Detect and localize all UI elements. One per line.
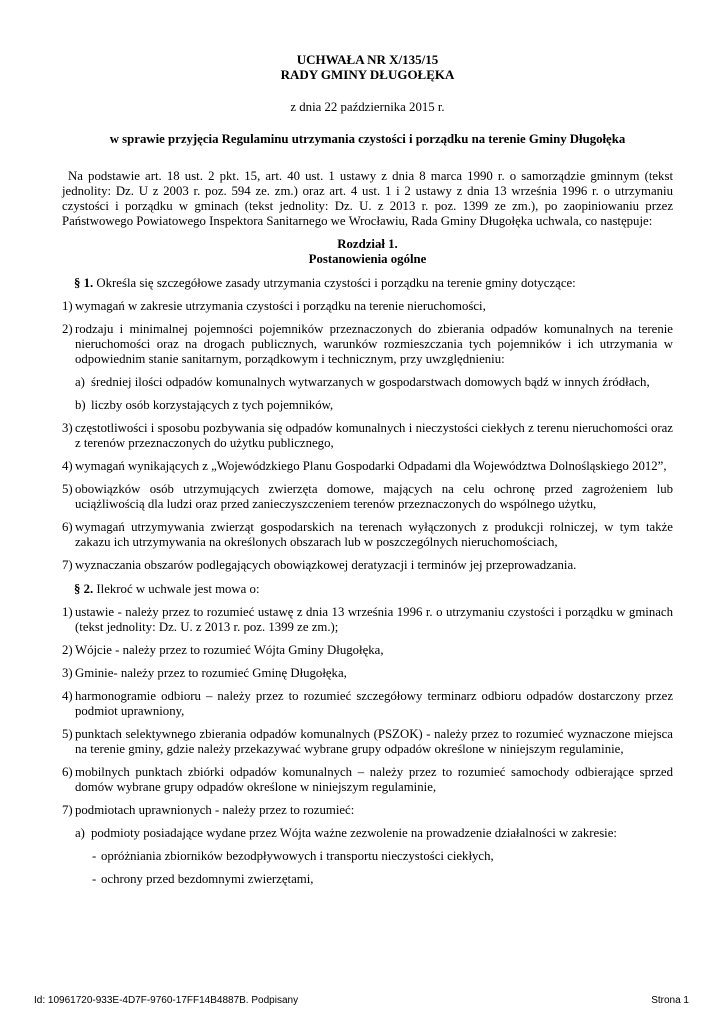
dash-text: ochrony przed bezdomnymi zwierzętami, (101, 872, 314, 886)
resolution-number: UCHWAŁA NR X/135/15 (296, 52, 439, 67)
subitem-text: podmioty posiadające wydane przez Wójta ważne zezwolenie na prowadzenie działalności w zakresie: (91, 826, 617, 840)
list-item (62, 520, 673, 550)
dash-item (62, 849, 673, 864)
item-number: 5) (62, 727, 73, 741)
resolution-subject: w sprawie przyjęcia Regulaminu utrzymania czystości i porządku na terenie Gminy Długołęka (109, 132, 626, 146)
paragraph-1-text: Określa się szczegółowe zasady utrzymania czystości i porządku na terenie gminy dotyczące: (93, 276, 576, 290)
item-number: 6) (62, 520, 73, 534)
chapter-title: Postanowienia ogólne (308, 252, 427, 266)
item-text: częstotliwości i sposobu pozbywania się odpadów komunalnych i nieczystości ciekłych z terenu nieruchomości oraz z terenów przeznaczonych do użytku publicznego, (75, 421, 673, 450)
dash-marker: - (92, 872, 97, 886)
document-content (62, 52, 673, 887)
item-text: wymagań w zakresie utrzymania czystości i porządku na terenie nieruchomości, (75, 299, 486, 313)
item-number: 6) (62, 765, 73, 779)
paragraph-2 (62, 582, 673, 597)
paragraph-2-label: § 2. (74, 582, 94, 596)
item-text: mobilnych punktach zbiórki odpadów komunalnych – należy przez to rozumieć samochody odbierające sprzed domów wybrane grupy odpadów określone w niniejszym regulaminie, (75, 765, 673, 794)
list-item (62, 421, 673, 451)
list-item (62, 558, 673, 573)
list-item (62, 643, 673, 658)
paragraph-2-text: Ilekroć w uchwale jest mowa o: (93, 582, 260, 596)
item-number: 4) (62, 689, 73, 703)
item-text: wyznaczania obszarów podlegających obowiązkowej deratyzacji i terminów jej przeprowadzania. (75, 558, 577, 572)
item-text: obowiązków osób utrzymujących zwierzęta domowe, mających na celu ochronę przed zagrożeniem lub uciążliwością dla ludzi oraz przed zanieczyszczeniem terenów przeznaczonych do wspólnego użytku, (75, 482, 673, 511)
item-number: 1) (62, 605, 73, 619)
list-item (62, 482, 673, 512)
page-number-footer: Strona 1 (651, 995, 689, 1006)
paragraph-1 (62, 276, 673, 291)
item-text: harmonogramie odbioru – należy przez to rozumieć szczegółowy terminarz odbioru odpadów dostarczony przez podmiot uprawniony, (75, 689, 673, 718)
item-number: 3) (62, 666, 73, 680)
item-text: Gminie- należy przez to rozumieć Gminę Długołęka, (75, 666, 347, 680)
dash-marker: - (92, 849, 97, 863)
subitem-letter: a) (75, 375, 85, 389)
item-text: ustawie - należy przez to rozumieć ustawę z dnia 13 września 1996 r. o utrzymaniu czystości i porządku w gminach (tekst jednolity: Dz. U. z 2013 r. poz. 1399 ze zm.); (75, 605, 673, 634)
subitem-letter: a) (75, 826, 85, 840)
item-number: 4) (62, 459, 73, 473)
item-number: 7) (62, 558, 73, 572)
chapter-number: Rozdział 1. (337, 237, 398, 251)
item-number: 5) (62, 482, 73, 496)
item-number: 1) (62, 299, 73, 313)
dash-text: opróżniania zbiorników bezodpływowych i transportu nieczystości ciekłych, (101, 849, 494, 863)
list-subitem (62, 375, 673, 390)
paragraph-1-label: § 1. (74, 276, 94, 290)
item-number: 3) (62, 421, 73, 435)
subitem-letter: b) (75, 398, 86, 412)
list-item (62, 605, 673, 635)
list-subitem (62, 826, 673, 841)
item-text: wymagań wynikających z „Wojewódzkiego Planu Gospodarki Odpadami dla Województwa Dolnośląskiego 2012”, (75, 459, 667, 473)
item-number: 2) (62, 643, 73, 657)
resolution-date: z dnia 22 października 2015 r. (290, 100, 445, 114)
list-item (62, 689, 673, 719)
subitem-text: liczby osób korzystających z tych pojemników, (91, 398, 334, 412)
subitem-text: średniej ilości odpadów komunalnych wytwarzanych w gospodarstwach domowych bądź w innych źródłach, (91, 375, 650, 389)
item-number: 2) (62, 322, 73, 336)
item-text: rodzaju i minimalnej pojemności pojemników przeznaczonych do zbierania odpadów komunalnych na terenie nieruchomości oraz na drogach publicznych, warunków rozmieszczania tych pojemników i ich utrzymania w odpowiednim stanie sanitarnym, porządkowym i technicznym, przy uwzględnieniu: (75, 322, 673, 366)
item-text: Wójcie - należy przez to rozumieć Wójta Gminy Długołęka, (75, 643, 384, 657)
list-item (62, 727, 673, 757)
preamble: Na podstawie art. 18 ust. 2 pkt. 15, art. 40 ust. 1 ustawy z dnia 8 marca 1990 r. o samorządzie gminnym (tekst jednolity: Dz. U z 2003 r. poz. 594 ze. zm.) oraz art. 4 ust. 1 i 2 ustawy z dnia 13 września 1996 r. o utrzymaniu czystości i porządku w gminach (tekst jednolity: Dz. U. z 2013 r. poz. 1399 ze zm.), po zaopiniowaniu przez Państwowego Powiatowego Inspektora Sanitarnego we Wrocławiu, Rada Gminy Długołęka uchwala, co następuje: (62, 169, 673, 228)
item-text: wymagań utrzymywania zwierząt gospodarskich na terenach wyłączonych z produkcji rolniczej, w tym także zakazu ich utrzymywania na określonych obszarach lub w poszczególnych nieruchomościach, (75, 520, 673, 549)
list-subitem (62, 398, 673, 413)
document-id-footer: Id: 10961720-933E-4D7F-9760-17FF14B4887B. Podpisany (34, 995, 299, 1006)
list-item (62, 299, 673, 314)
list-item (62, 803, 673, 818)
item-text: podmiotach uprawnionych - należy przez to rozumieć: (75, 803, 355, 817)
list-item (62, 322, 673, 367)
dash-item (62, 872, 673, 887)
item-text: punktach selektywnego zbierania odpadów komunalnych (PSZOK) - należy przez to rozumieć wyznaczone miejsca na terenie gminy, gdzie należy przekazywać wybrane grupy odpadów określone w niniejszym regulaminie, (75, 727, 673, 756)
list-item (62, 666, 673, 681)
item-number: 7) (62, 803, 73, 817)
list-item (62, 459, 673, 474)
council-name: RADY GMINY DŁUGOŁĘKA (280, 67, 455, 82)
list-item (62, 765, 673, 795)
